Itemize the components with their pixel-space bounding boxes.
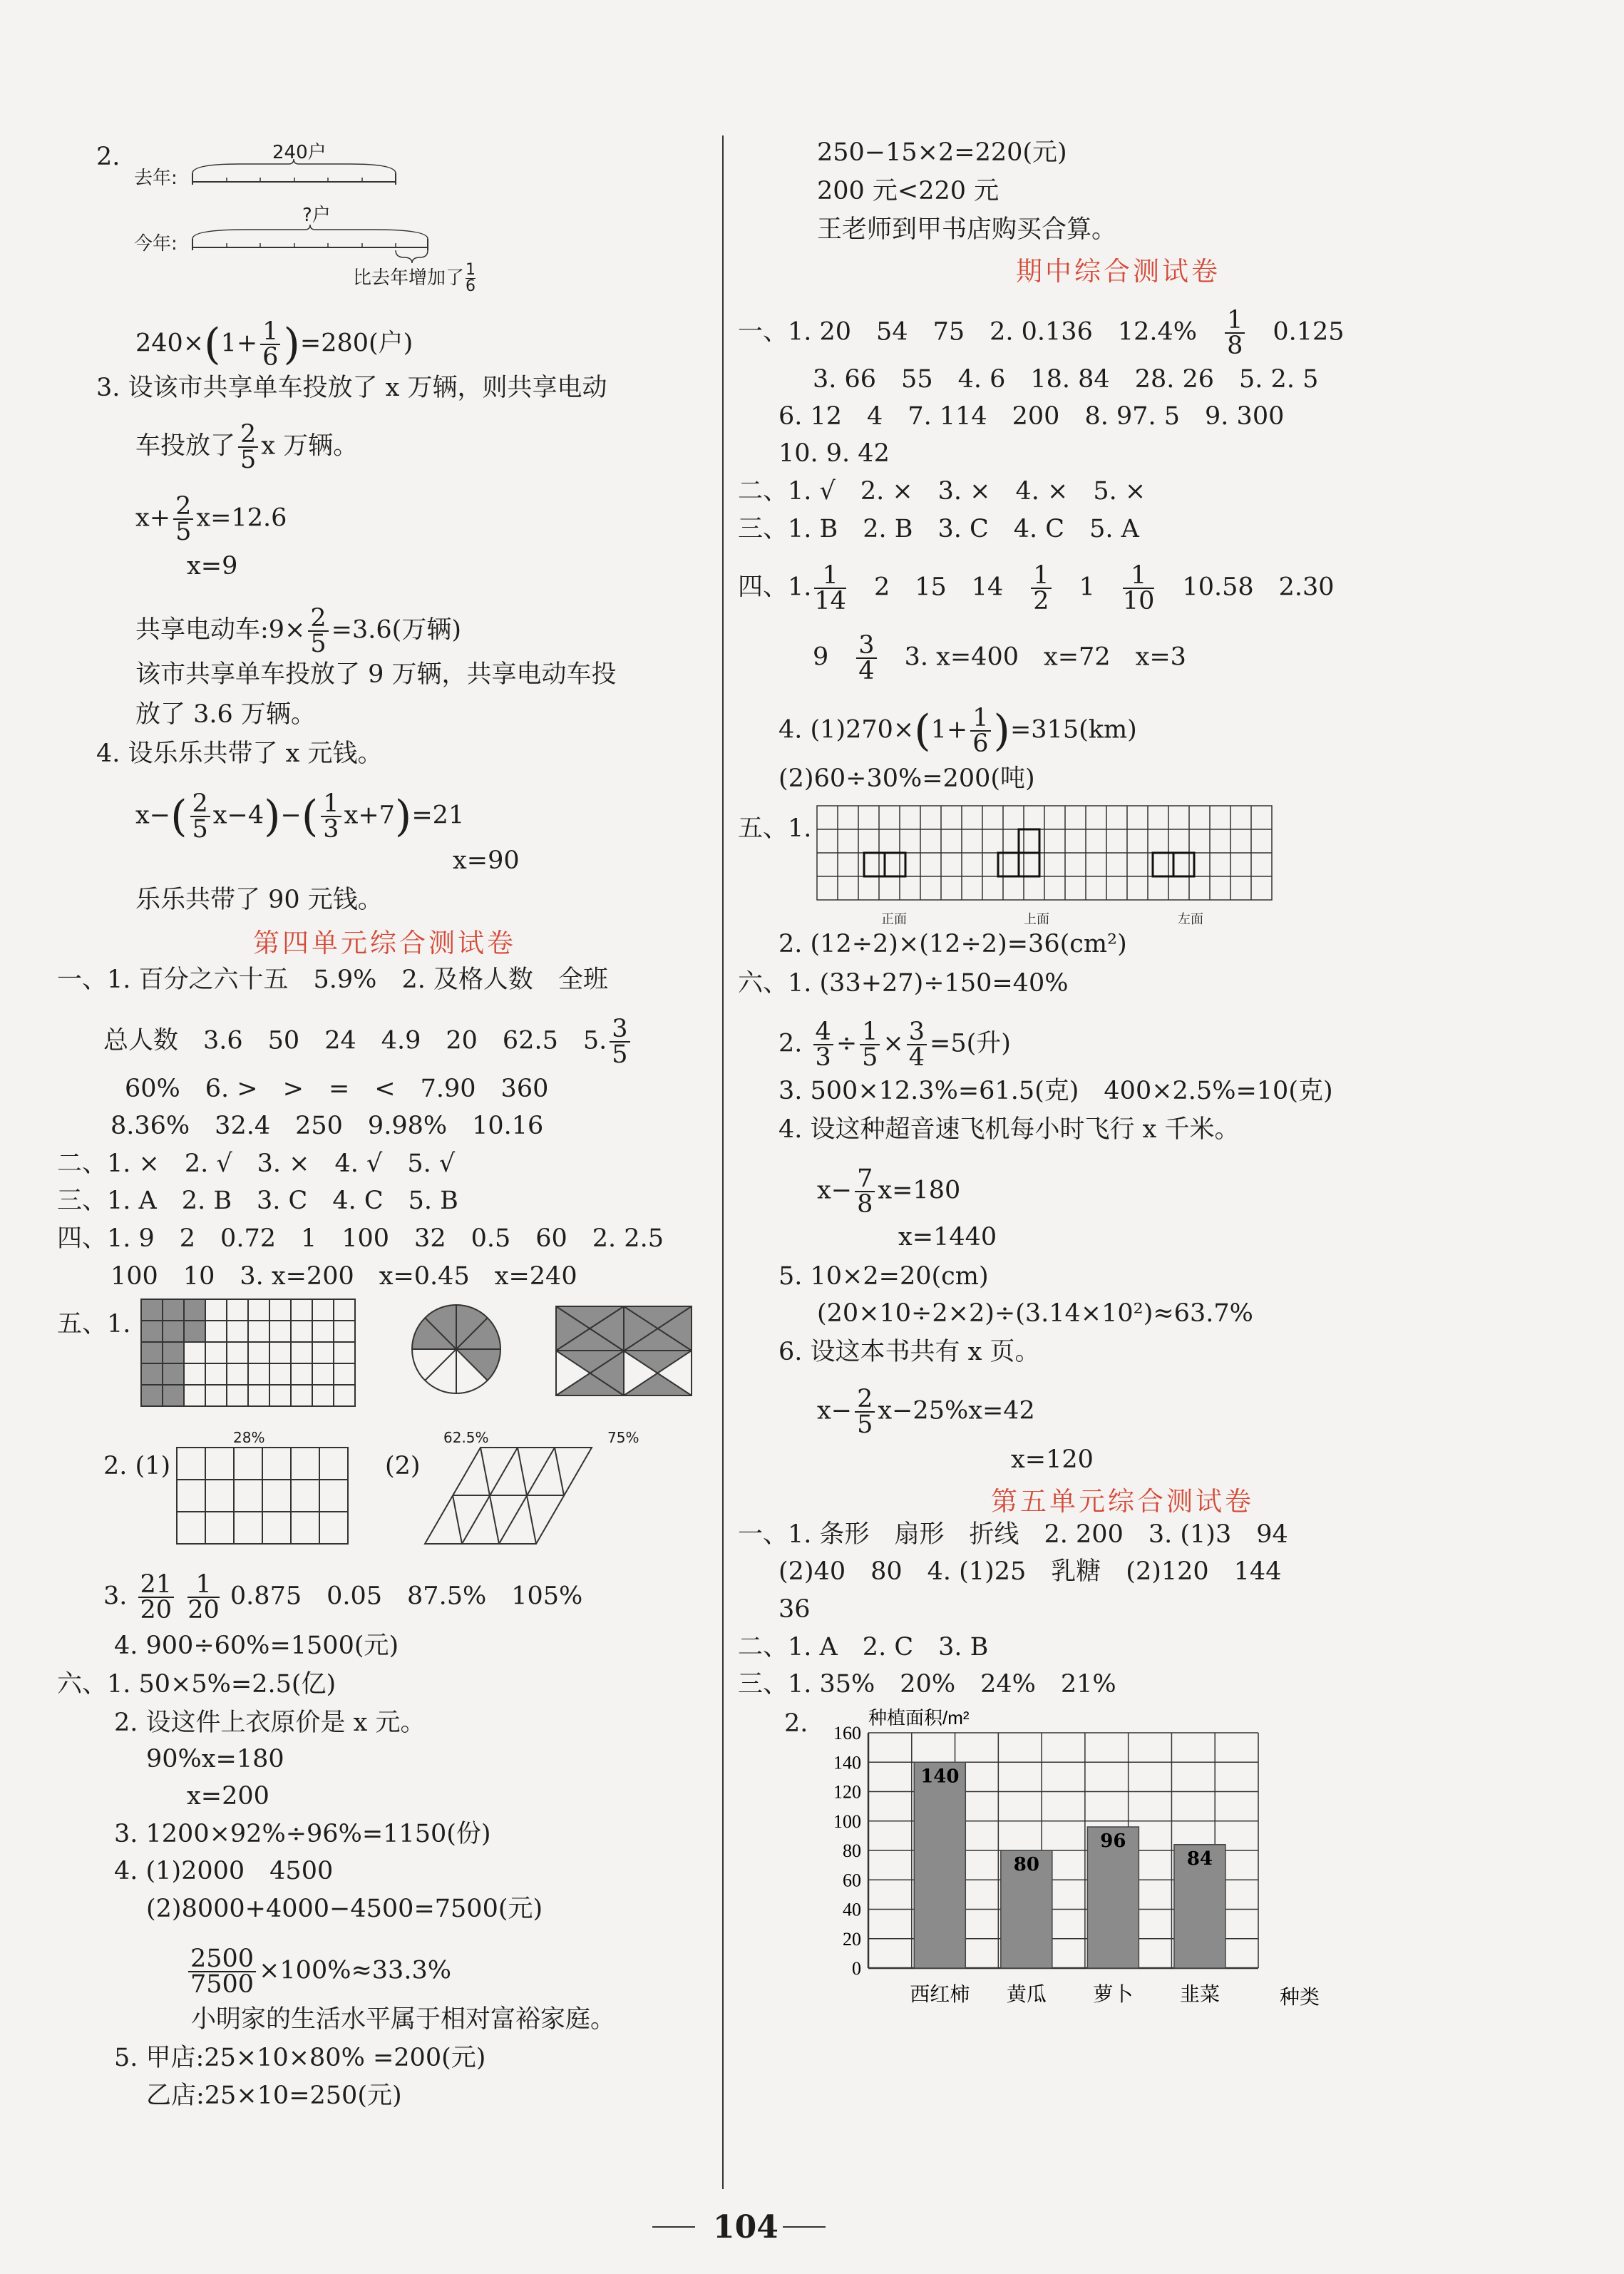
q4-line1: 4. 设乐乐共带了 x 元钱。 bbox=[96, 739, 383, 768]
m4-l2a: 9 bbox=[813, 642, 829, 672]
s6-4b: (2)8000+4000−4500=7500(元) bbox=[146, 1895, 543, 1923]
y-tick-label: 140 bbox=[833, 1752, 861, 1773]
m1-line4: 10. 9. 42 bbox=[778, 439, 890, 468]
m4-4: 4. (1)270×(1+ $\frac{1}{6}$ )=315(km) bbox=[778, 704, 1137, 758]
s6-2a: 2. 设这件上衣原价是 x 元。 bbox=[114, 1709, 426, 1737]
m6-2-text: =5(升) bbox=[930, 1029, 1011, 1058]
m4-4a: 4. (1)270× bbox=[778, 715, 915, 744]
s1-line4: 8.36% 32.4 250 9.98% 10.16 bbox=[111, 1112, 544, 1140]
category-label: 黄瓜 bbox=[1006, 1984, 1047, 2006]
view-top: 上面 bbox=[1024, 912, 1049, 927]
s5-2b: (2) bbox=[385, 1452, 421, 1480]
m6-6c: x=120 bbox=[1011, 1445, 1094, 1474]
m6-4a: 4. 设这种超音速飞机每小时飞行 x 千米。 bbox=[778, 1115, 1240, 1144]
pct-75: 75% bbox=[607, 1429, 639, 1446]
m4-4c: (2)60÷30%=200(吨) bbox=[778, 764, 1035, 793]
q3-eq3-a: 共享电动车:9× bbox=[135, 615, 306, 645]
s6-2c: x=200 bbox=[187, 1782, 269, 1811]
q3-conclusion1: 该市共享单车投放了 9 万辆，共享电动车投 bbox=[135, 660, 617, 689]
bar-value-label: 140 bbox=[920, 1766, 960, 1788]
bar-value-label: 84 bbox=[1186, 1848, 1213, 1870]
category-label: 西红柿 bbox=[910, 1984, 970, 2006]
chart-categories bbox=[910, 1983, 1220, 2006]
s6-4d: 小明家的生活水平属于相对富裕家庭。 bbox=[191, 2005, 616, 2034]
q2-240: 240户 bbox=[272, 142, 327, 163]
page-dash-right bbox=[783, 2226, 826, 2228]
section-title-unit4: 第四单元综合测试卷 bbox=[253, 928, 516, 958]
m6-1: 六、1. (33+27)÷150=40% bbox=[738, 969, 1069, 998]
f3-2: 2. bbox=[784, 1709, 808, 1738]
s1-line2: 总人数 3.6 50 24 4.9 20 62.5 5. $\frac{3}{5}$ bbox=[103, 1017, 633, 1067]
q3-l2b: x 万辆。 bbox=[261, 431, 359, 461]
m1-b: 0.125 bbox=[1273, 317, 1345, 347]
s6-4c-text: ×100%≈33.3% bbox=[259, 1956, 451, 1985]
m1-line1: 一、1. 20 54 75 2. 0.136 12.4% $\frac{1}{8}$ 0.125 bbox=[738, 306, 1345, 360]
m4-line2: 9 $\frac{3}{4}$ 3. x=400 x=72 x=3 bbox=[813, 631, 1186, 685]
m6-3: 3. 500×12.3%=61.5(克) 400×2.5%=10(克) bbox=[778, 1077, 1333, 1105]
q4-conclusion: 乐乐共带了 90 元钱。 bbox=[135, 886, 383, 914]
s6-3: 3. 1200×92%÷96%=1150(份) bbox=[114, 1820, 491, 1848]
m6-6b: x− $\frac{2}{5}$ x−25%x=42 bbox=[817, 1385, 1035, 1439]
m6-2: 2. $\frac{4}{3}$ ÷ $\frac{1}{5}$ × $\frac{3}{4}$ =5(升) bbox=[778, 1018, 1011, 1072]
m4-l2b: 3. x=400 x=72 x=3 bbox=[904, 642, 1186, 672]
q4-eq1: x−( $\frac{2}{5}$ x−4)−( $\frac{1}{3}$ x+7)=21 bbox=[135, 789, 465, 844]
m6-4c: x=1440 bbox=[898, 1223, 997, 1251]
q2-equation: 240×(1+ $\frac{1}{6}$ )=280(户) bbox=[135, 317, 413, 372]
y-tick-label: 160 bbox=[833, 1723, 861, 1743]
m1-a: 一、1. 20 54 75 2. 0.136 12.4% bbox=[738, 317, 1198, 347]
y-tick-label: 80 bbox=[843, 1840, 861, 1861]
page-dash-left bbox=[652, 2226, 695, 2228]
s1-line1: 一、1. 百分之六十五 5.9% 2. 及格人数 全班 bbox=[57, 966, 608, 994]
q3-eq1-b: x=12.6 bbox=[196, 503, 287, 533]
line-segment-diagram bbox=[189, 160, 417, 267]
f3-line: 三、1. 35% 20% 24% 21% bbox=[738, 1670, 1116, 1699]
y-tick-label: 120 bbox=[833, 1781, 861, 1803]
s6-2b: 90%x=180 bbox=[146, 1745, 284, 1773]
s5-3: 3. $\frac{21}{20}$ $\frac{1}{20}$ 0.875 0.05 87.5% 105% bbox=[103, 1570, 583, 1624]
s6-1: 六、1. 50×5%=2.5(亿) bbox=[57, 1670, 336, 1699]
q3-eq1: x+ $\frac{2}{5}$ x=12.6 bbox=[135, 492, 287, 546]
q2-unknown: ?户 bbox=[302, 205, 331, 226]
m4-line1: 四、1. $\frac{1}{14}$ 2 15 14 $\frac{1}{2}$ 1 $\frac{1}{10}$ 10.58 2.30 bbox=[738, 561, 1335, 615]
section-title-midterm: 期中综合测试卷 bbox=[1016, 256, 1220, 287]
s3-line: 三、1. A 2. B 3. C 4. C 5. B bbox=[57, 1187, 458, 1215]
q3-line2: 车投放了 $\frac{2}{5}$ x 万辆。 bbox=[135, 420, 359, 474]
r1: 250−15×2=220(元) bbox=[817, 138, 1067, 167]
bar-chart bbox=[813, 1704, 1355, 2018]
s1-l2a: 总人数 3.6 50 24 4.9 20 62.5 5. bbox=[103, 1026, 607, 1055]
pct-28: 28% bbox=[233, 1429, 265, 1446]
s1-line3: 60% 6. > > = < 7.90 360 bbox=[125, 1075, 549, 1103]
s5-4: 4. 900÷60%=1500(元) bbox=[114, 1632, 399, 1660]
s5-label: 五、1. bbox=[57, 1310, 131, 1338]
m4-b: 10.58 2.30 bbox=[1182, 573, 1335, 602]
m6-5b: (20×10÷2×2)÷(3.14×10²)≈63.7% bbox=[817, 1299, 1253, 1328]
m6-5a: 5. 10×2=20(cm) bbox=[778, 1262, 989, 1291]
s5-3-text: 0.875 0.05 87.5% 105% bbox=[230, 1582, 583, 1611]
grid-and-triangles bbox=[177, 1448, 605, 1547]
s2-line: 二、1. × 2. √ 3. × 4. √ 5. √ bbox=[57, 1149, 456, 1178]
column-divider bbox=[722, 135, 724, 2189]
q3-eq3-b: =3.6(万辆) bbox=[331, 615, 461, 645]
chart-ylabel: 种植面积/m² bbox=[868, 1707, 970, 1728]
s4-line1: 四、1. 9 2 0.72 1 100 32 0.5 60 2. 2.5 bbox=[57, 1224, 664, 1253]
chart-xlabel: 种类 bbox=[1280, 1987, 1320, 2009]
chart-ticks bbox=[833, 1723, 861, 1979]
view-left: 左面 bbox=[1178, 912, 1203, 927]
m4-4b: =315(km) bbox=[1009, 715, 1137, 744]
q2-note: 比去年增加了 $\frac{1}{6}$ bbox=[353, 261, 476, 295]
q4-eq2: x=90 bbox=[453, 846, 520, 875]
q2-thisyear: 今年: bbox=[134, 233, 178, 255]
three-views-grid bbox=[817, 806, 1280, 906]
q2-note-text: 比去年增加了 bbox=[353, 267, 465, 289]
f1-line1: 一、1. 条形 扇形 折线 2. 200 3. (1)3 94 bbox=[738, 1520, 1288, 1549]
f1-line2: (2)40 80 4. (1)25 乳糖 (2)120 144 bbox=[778, 1557, 1282, 1586]
s6-5a: 5. 甲店:25×10×80% =200(元) bbox=[114, 2044, 486, 2072]
y-tick-label: 0 bbox=[852, 1958, 861, 1979]
chart-bars bbox=[914, 1762, 1225, 1968]
s4-line2: 100 10 3. x=200 x=0.45 x=240 bbox=[111, 1262, 577, 1291]
s5-2a: 2. (1) bbox=[103, 1452, 171, 1480]
pct-625: 62.5% bbox=[443, 1429, 489, 1446]
m5-2: 2. (12÷2)×(12÷2)=36(cm²) bbox=[778, 930, 1127, 958]
r3: 王老师到甲书店购买合算。 bbox=[817, 215, 1117, 244]
category-label: 韭菜 bbox=[1179, 1984, 1220, 2006]
q3-eq3: 共享电动车:9× $\frac{2}{5}$ =3.6(万辆) bbox=[135, 604, 461, 658]
s6-4a: 4. (1)2000 4500 bbox=[114, 1857, 334, 1885]
section-title-unit5: 第五单元综合测试卷 bbox=[991, 1486, 1254, 1517]
shading-figures bbox=[141, 1299, 854, 1406]
y-tick-label: 60 bbox=[843, 1870, 861, 1891]
q2-lastyear: 去年: bbox=[134, 168, 178, 189]
q2-eq-a: 240× bbox=[135, 329, 205, 358]
m1-line3: 6. 12 4 7. 114 200 8. 97. 5 9. 300 bbox=[778, 402, 1285, 431]
bar-value-label: 96 bbox=[1100, 1830, 1126, 1852]
m5-label: 五、1. bbox=[738, 814, 812, 843]
m2-line: 二、1. √ 2. × 3. × 4. × 5. × bbox=[738, 477, 1146, 506]
m4-a: 四、1. bbox=[738, 573, 812, 602]
s6-4c: $\frac{2500}{7500}$ ×100%≈33.3% bbox=[185, 1947, 451, 1997]
f1-line3: 36 bbox=[778, 1595, 811, 1624]
m6-6b-text: −25%x=42 bbox=[892, 1396, 1035, 1425]
m3-line: 三、1. B 2. B 3. C 4. C 5. A bbox=[738, 515, 1139, 543]
m6-6a: 6. 设这本书共有 x 页。 bbox=[778, 1338, 1040, 1366]
bar-1 bbox=[914, 1762, 965, 1968]
q3-line1: 3. 设该市共享单车投放了 x 万辆，则共享电动 bbox=[96, 374, 607, 402]
page-number: 104 bbox=[713, 2209, 778, 2245]
bar-value-label: 80 bbox=[1013, 1854, 1039, 1875]
q3-conclusion2: 放了 3.6 万辆。 bbox=[135, 700, 316, 729]
q2-label: 2. bbox=[96, 143, 120, 171]
q3-l2a: 车投放了 bbox=[135, 431, 236, 461]
y-tick-label: 40 bbox=[843, 1899, 861, 1920]
view-front: 正面 bbox=[881, 912, 907, 927]
f2-line: 二、1. A 2. C 3. B bbox=[738, 1633, 989, 1661]
y-tick-label: 20 bbox=[843, 1928, 861, 1950]
r2: 200 元<220 元 bbox=[817, 177, 999, 205]
q2-eq-b: =280(户) bbox=[299, 329, 413, 358]
s6-5b: 乙店:25×10=250(元) bbox=[146, 2081, 402, 2110]
m6-4b: x− $\frac{7}{8}$ x=180 bbox=[817, 1164, 961, 1219]
m1-line2: 3. 66 55 4. 6 18. 84 28. 26 5. 2. 5 bbox=[813, 365, 1319, 394]
q3-eq2: x=9 bbox=[187, 552, 238, 580]
y-tick-label: 100 bbox=[833, 1811, 861, 1832]
category-label: 萝卜 bbox=[1093, 1984, 1134, 2006]
